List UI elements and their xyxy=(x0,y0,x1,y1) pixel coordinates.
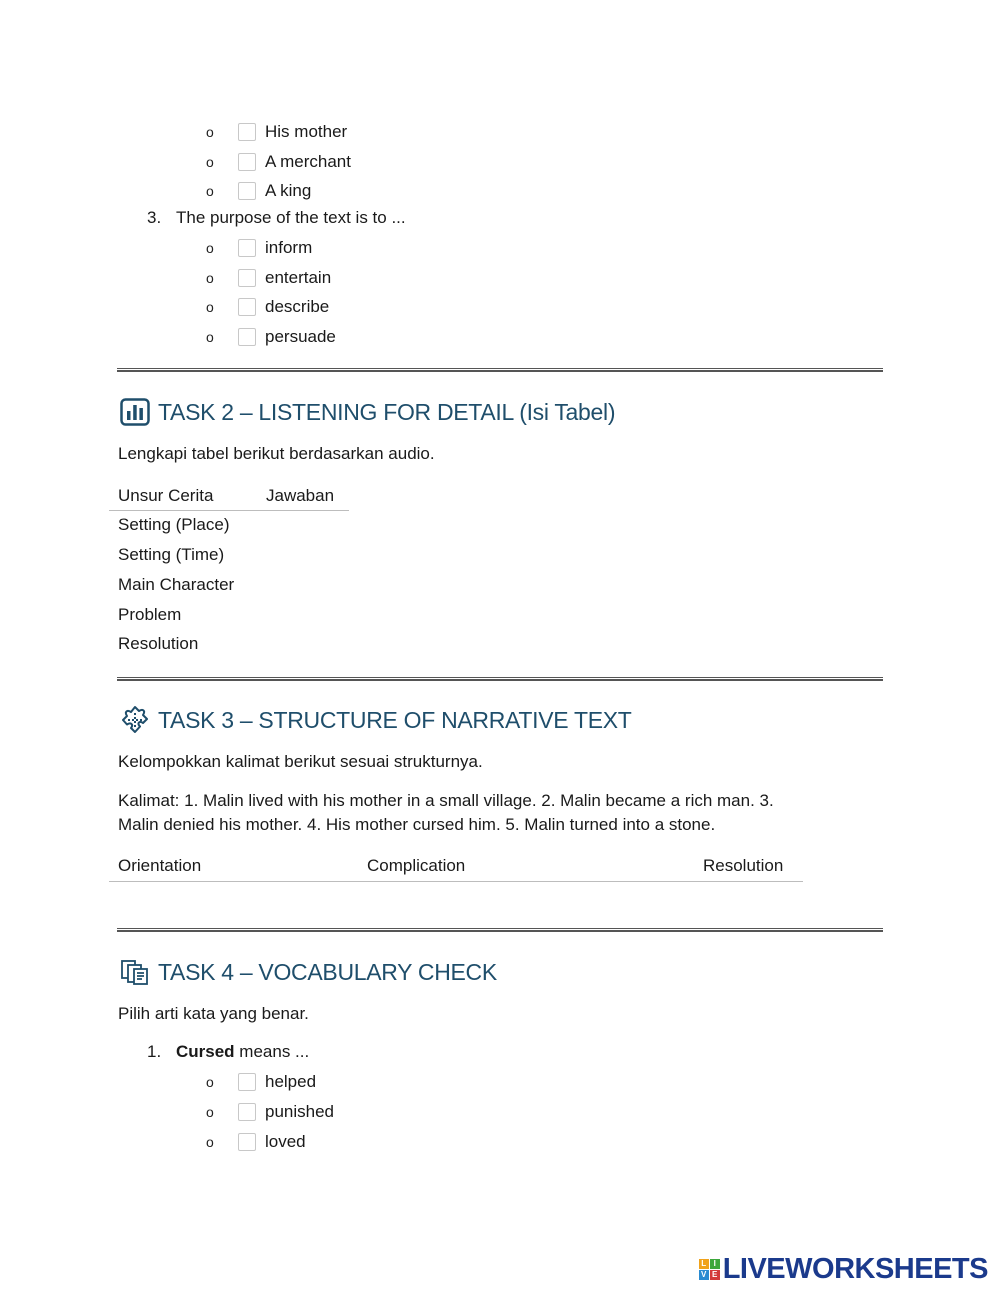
checkbox[interactable] xyxy=(238,123,256,141)
option-a-merchant xyxy=(206,150,351,174)
question-3-text: The purpose of the text is to ... xyxy=(176,208,406,227)
table-header-orientation: Orientation xyxy=(118,856,202,875)
logo-letter: L xyxy=(699,1259,709,1269)
option-a-king xyxy=(206,179,311,203)
option-label: punished xyxy=(265,1102,335,1121)
option-entertain xyxy=(206,266,331,290)
liveworksheets-logo[interactable] xyxy=(699,1252,988,1286)
checkbox[interactable] xyxy=(238,1103,256,1121)
option-punished xyxy=(206,1100,334,1124)
task-3-sentences-line-1: Kalimat: 1. Malin lived with his mother in a small village. 2. Malin became a rich man. 3. xyxy=(118,791,774,810)
checkbox[interactable] xyxy=(238,239,256,257)
bullet: o xyxy=(206,270,214,286)
option-label: persuade xyxy=(265,327,336,346)
option-label: entertain xyxy=(265,268,332,287)
section-divider xyxy=(117,368,883,372)
option-label: describe xyxy=(265,297,330,316)
logo-letter: V xyxy=(699,1270,709,1280)
question-1-number: 1. xyxy=(147,1042,162,1061)
bullet: o xyxy=(206,299,214,315)
table-row-label: Setting (Time) xyxy=(118,545,225,564)
table-row-label: Setting (Place) xyxy=(118,515,230,534)
option-helped xyxy=(206,1070,316,1094)
table-row-label: Resolution xyxy=(118,634,199,653)
table-header-line xyxy=(109,881,803,882)
bar-chart-icon xyxy=(120,398,150,426)
logo-letter: I xyxy=(710,1259,720,1269)
checkbox[interactable] xyxy=(238,1073,256,1091)
task-2-instruction: Lengkapi tabel berikut berdasarkan audio. xyxy=(118,444,435,463)
task-4-title: TASK 4 – VOCABULARY CHECK xyxy=(158,958,497,985)
table-row-label: Problem xyxy=(118,605,182,624)
bullet: o xyxy=(206,1134,214,1150)
section-divider xyxy=(117,928,883,932)
table-header-resolution: Resolution xyxy=(703,856,784,875)
bullet: o xyxy=(206,1074,214,1090)
checkbox[interactable] xyxy=(238,1133,256,1151)
bullet: o xyxy=(206,329,214,345)
table-header-line xyxy=(109,510,349,511)
question-1-text xyxy=(176,1042,309,1062)
checkbox[interactable] xyxy=(238,153,256,171)
section-divider xyxy=(117,677,883,681)
option-his-mother xyxy=(206,120,347,144)
checkbox[interactable] xyxy=(238,298,256,316)
option-loved xyxy=(206,1130,306,1154)
option-label: loved xyxy=(265,1132,306,1151)
checkbox[interactable] xyxy=(238,328,256,346)
option-label: A king xyxy=(265,181,312,200)
bullet: o xyxy=(206,124,214,140)
bullet: o xyxy=(206,183,214,199)
task-2-heading xyxy=(120,395,615,429)
logo-text: LIVEWORKSHEETS xyxy=(722,1252,988,1285)
bullet: o xyxy=(206,1104,214,1120)
checkbox[interactable] xyxy=(238,269,256,287)
question-1-rest: means ... xyxy=(234,1042,310,1061)
table-row-label: Main Character xyxy=(118,575,235,594)
copy-icon xyxy=(120,958,150,986)
option-label: inform xyxy=(265,238,313,257)
task-4-heading xyxy=(120,955,497,989)
task-4-instruction: Pilih arti kata yang benar. xyxy=(118,1004,309,1023)
checkbox[interactable] xyxy=(238,182,256,200)
option-label: A merchant xyxy=(265,152,351,171)
bullet: o xyxy=(206,154,214,170)
question-3-number: 3. xyxy=(147,208,162,227)
logo-mark xyxy=(699,1259,720,1280)
table-header-complication: Complication xyxy=(367,856,466,875)
task-3-instruction: Kelompokkan kalimat berikut sesuai strukturnya. xyxy=(118,752,483,771)
bullet: o xyxy=(206,240,214,256)
table-header-unsur: Unsur Cerita xyxy=(118,486,214,505)
task-3-heading xyxy=(120,703,632,737)
puzzle-icon xyxy=(120,705,150,735)
option-persuade xyxy=(206,325,336,349)
question-1-keyword: Cursed xyxy=(176,1042,235,1061)
option-label: His mother xyxy=(265,122,348,141)
option-label: helped xyxy=(265,1072,317,1091)
table-header-jawaban: Jawaban xyxy=(266,486,335,505)
task-3-sentences-line-2: Malin denied his mother. 4. His mother cursed him. 5. Malin turned into a stone. xyxy=(118,815,716,834)
task-3-title: TASK 3 – STRUCTURE OF NARRATIVE TEXT xyxy=(158,706,632,733)
logo-letter: E xyxy=(710,1270,720,1280)
option-inform xyxy=(206,236,312,260)
option-describe xyxy=(206,295,329,319)
task-2-title: TASK 2 – LISTENING FOR DETAIL (Isi Tabel) xyxy=(158,398,616,425)
